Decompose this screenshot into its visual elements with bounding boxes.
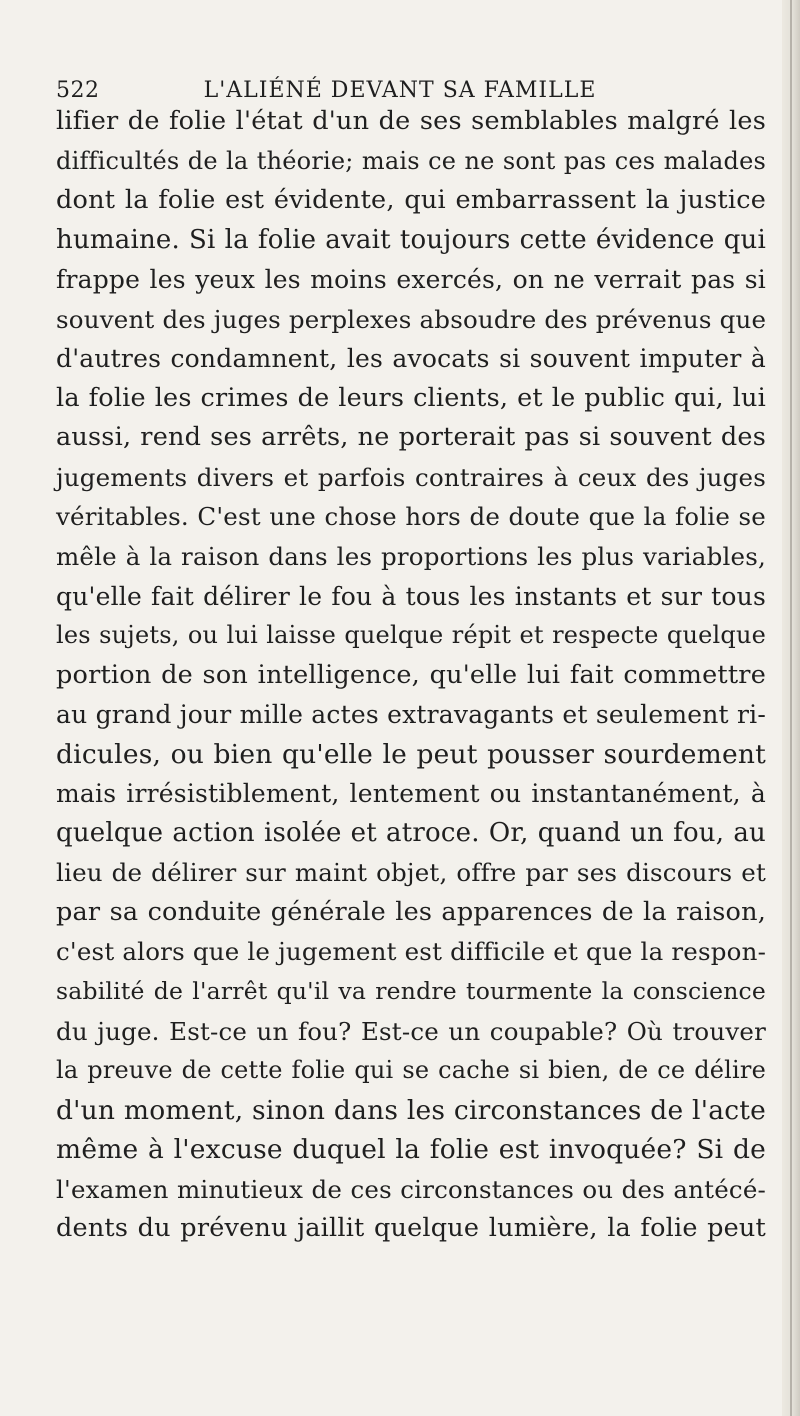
text-line: même à l'excuse duquel la folie est invoquée? Si de: [56, 1134, 766, 1166]
text-line: lifier de folie l'état d'un de ses semblables malgré les: [56, 106, 766, 136]
text-line: au grand jour mille actes extravagants et seulement ri-: [56, 700, 766, 730]
text-line: quelque action isolée et atroce. Or, quand un fou, au: [56, 817, 766, 848]
text-line: la folie les crimes de leurs clients, et le public qui, lui: [56, 382, 766, 413]
text-line: qu'elle fait délirer le fou à tous les instants et sur tous: [56, 581, 766, 611]
text-line: les sujets, ou lui laisse quelque répit et respecte quelque: [56, 621, 766, 650]
text-line: humaine. Si la folie avait toujours cette évidence qui: [56, 224, 766, 255]
text-line: du juge. Est-ce un fou? Est-ce un coupable? Où trouver: [56, 1016, 766, 1046]
text-line: dents du prévenu jaillit quelque lumière, la folie peut: [56, 1213, 766, 1244]
text-line: difficultés de la théorie; mais ce ne sont pas ces malades: [56, 146, 766, 175]
text-line: véritables. C'est une chose hors de doute que la folie se: [56, 502, 766, 532]
text-line: frappe les yeux les moins exercés, on ne verrait pas si: [56, 265, 766, 295]
text-line: portion de son intelligence, qu'elle lui fait commettre: [56, 659, 766, 690]
text-line: c'est alors que le jugement est difficile et que la respon-: [56, 937, 767, 967]
text-line: la preuve de cette folie qui se cache si bien, de ce délire: [56, 1056, 766, 1085]
body-text: [56, 102, 766, 1249]
text-line: aussi, rend ses arrêts, ne porterait pas si souvent des: [56, 422, 766, 453]
text-line: jugements divers et parfois contraires à ceux des juges: [56, 462, 766, 492]
text-line: mêle à la raison dans les proportions les plus variables,: [56, 542, 766, 572]
text-line: lieu de délirer sur maint objet, offre par ses discours et: [56, 858, 766, 888]
running-title: L'ALIÉNÉ DEVANT SA FAMILLE: [203, 78, 597, 103]
page-edge-shadow: [790, 0, 792, 1416]
page-number: 522: [56, 78, 100, 103]
text-line: d'autres condamnent, les avocats si souvent imputer à: [56, 344, 766, 374]
text-line: par sa conduite générale les apparences de la raison,: [56, 896, 766, 927]
text-line: sabilité de l'arrêt qu'il va rendre tourmente la conscience: [56, 977, 766, 1006]
text-line: d'un moment, sinon dans les circonstances de l'acte: [56, 1094, 766, 1126]
text-line: dicules, ou bien qu'elle le peut pousser sourdement: [56, 738, 766, 770]
text-line: souvent des juges perplexes absoudre des prévenus que: [56, 304, 767, 334]
text-line: l'examen minutieux de ces circonstances ou des antécé-: [56, 1174, 766, 1204]
text-line: mais irrésistiblement, lentement ou instantanément, à: [56, 779, 766, 809]
text-line: dont la folie est évidente, qui embarrassent la justice: [56, 185, 766, 216]
